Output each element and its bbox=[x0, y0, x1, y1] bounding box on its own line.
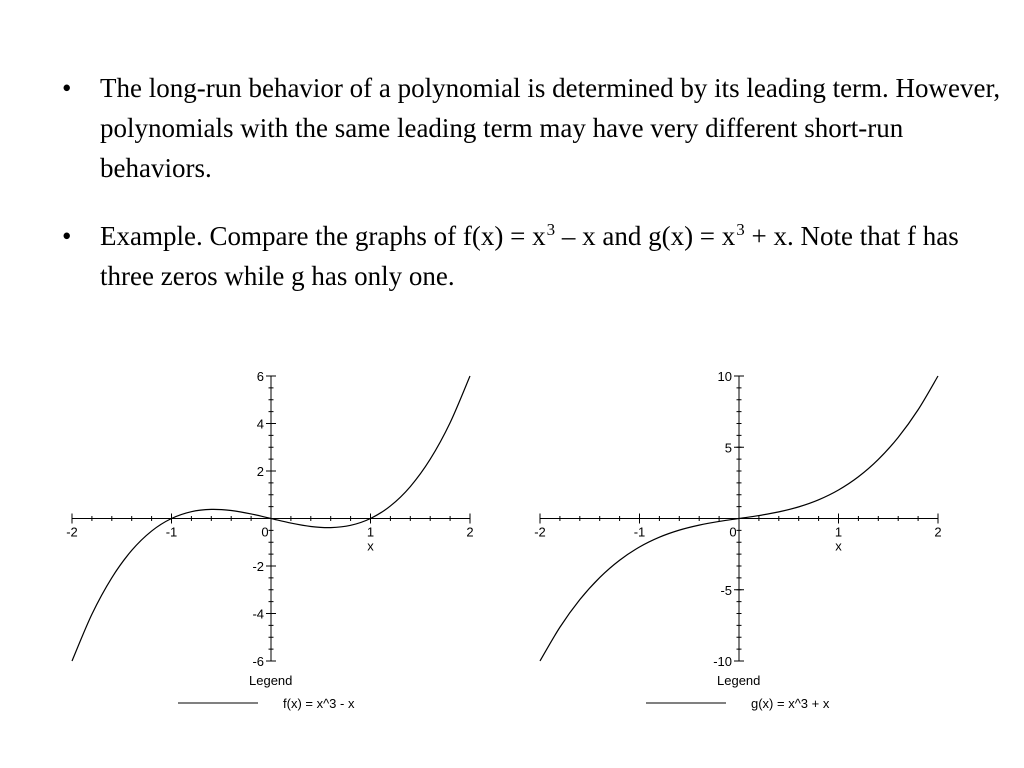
f-y-tick-label: 4 bbox=[256, 416, 264, 432]
g-y-tick-label: -5 bbox=[720, 582, 732, 598]
g-x-tick-label: -2 bbox=[534, 524, 546, 540]
bullet-text: The long-run behavior of a polynomial is determined by its leading term. However, polynomials with the same leading term may have very different short-run behaviors. bbox=[100, 73, 1001, 183]
f-y-tick-label: -2 bbox=[252, 559, 264, 574]
bullet-text-part3: + x. Note that f has three zeros while g has only one. bbox=[100, 221, 959, 291]
f-x-tick-label: -1 bbox=[165, 524, 178, 540]
g-y-tick-label: 5 bbox=[724, 440, 732, 456]
bullet-text-part1: Example. Compare the graphs of f(x) = x bbox=[100, 221, 546, 251]
g-y-tick-label: -10 bbox=[713, 654, 732, 669]
exponent-f: 3 bbox=[546, 220, 556, 239]
bullet-item-example bbox=[58, 216, 1008, 296]
f-legend-label: f(x) = x^3 - x bbox=[283, 696, 355, 711]
plot-g bbox=[528, 360, 958, 720]
g-x-axis-label: x bbox=[835, 538, 842, 554]
g-legend-title: Legend bbox=[717, 673, 761, 688]
f-x-tick-label: 1 bbox=[366, 524, 375, 540]
g-x-tick-label: -1 bbox=[633, 524, 646, 540]
bullet-list bbox=[58, 68, 1008, 324]
f-y-tick-label: 6 bbox=[256, 369, 264, 384]
f-legend-title: Legend bbox=[249, 673, 293, 688]
f-x-tick-label: 0 bbox=[261, 524, 269, 540]
f-y-tick-label: 2 bbox=[256, 464, 264, 479]
plot-f bbox=[60, 360, 490, 720]
f-x-tick-label: 2 bbox=[466, 524, 474, 540]
f-x-tick-label: -2 bbox=[66, 524, 78, 540]
g-legend-label: g(x) = x^3 + x bbox=[751, 696, 830, 711]
f-y-tick-label: -4 bbox=[252, 606, 264, 622]
f-x-axis-label: x bbox=[367, 538, 374, 554]
g-y-tick-label: 10 bbox=[717, 369, 732, 384]
g-x-tick-label: 0 bbox=[729, 524, 737, 540]
bullet-text-part2: – x and g(x) = x bbox=[555, 221, 736, 251]
bullet-item-long-run bbox=[58, 68, 1008, 188]
g-x-tick-label: 2 bbox=[934, 524, 942, 540]
bullet-dot: • bbox=[62, 73, 72, 103]
bullet-dot: • bbox=[62, 221, 72, 251]
exponent-g: 3 bbox=[736, 220, 745, 239]
f-y-tick-label: -6 bbox=[252, 654, 264, 669]
g-x-tick-label: 1 bbox=[834, 524, 843, 540]
